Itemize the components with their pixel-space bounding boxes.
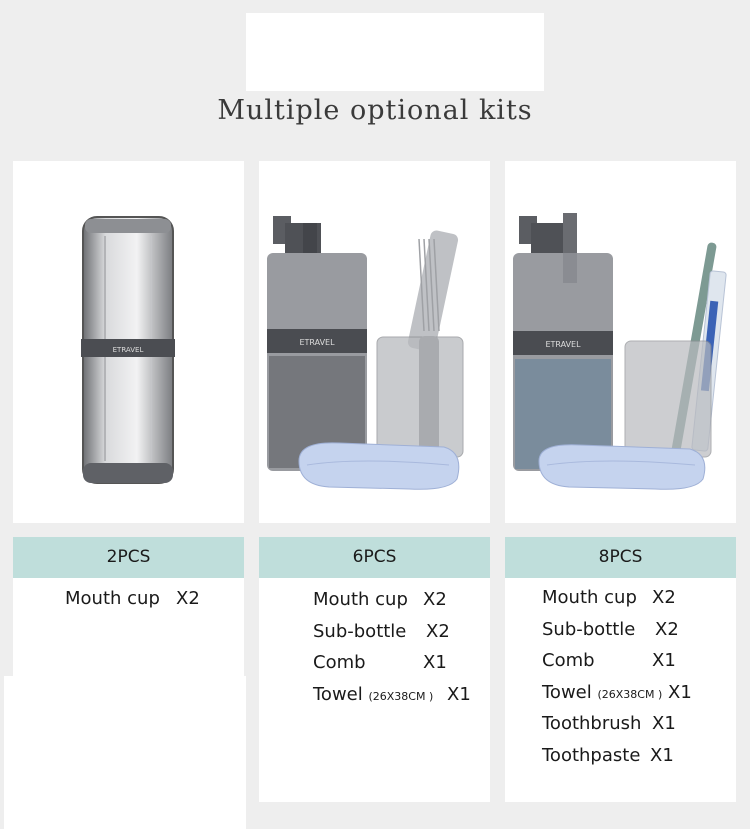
kit-8pcs-list [505,578,736,802]
item-qty: X1 [650,745,674,766]
item-name: Mouth cup [542,587,637,608]
item-qty: X1 [652,650,676,671]
brand-label: ETRAVEL [545,340,581,349]
item-name: Comb [542,650,595,671]
travel-kit-6-image [259,161,490,523]
list-item [542,713,676,734]
kit-8pcs-label: 8PCS [505,537,736,578]
brand-label: ETRAVEL [112,346,144,354]
kit-8pcs-photo [505,161,736,523]
item-name: Comb [313,652,366,673]
travel-kit-8-image [505,161,736,523]
travel-cup-image [13,161,244,523]
brand-label: ETRAVEL [299,338,335,347]
kit-6pcs-label: 6PCS [259,537,490,578]
item-name: Towel [542,682,592,703]
top-blank-panel [246,13,544,91]
item-name: Sub-bottle [542,619,636,640]
item-qty: X2 [426,621,450,642]
item-qty: X1 [668,682,692,703]
kit-2pcs-list [13,578,244,676]
list-item [313,684,471,705]
list-item [313,652,447,673]
item-name: Mouth cup [65,588,160,609]
item-qty: X2 [423,589,447,610]
list-item [542,587,676,608]
list-item [542,682,692,703]
item-name: Sub-bottle [313,621,407,642]
blank-panel [4,676,246,829]
kit-6pcs-list [259,578,490,802]
list-item [542,745,674,766]
item-note: (26X38CM ) [597,688,663,701]
list-item [542,650,676,671]
item-qty: X1 [423,652,447,673]
item-qty: X1 [652,713,676,734]
list-item [542,619,679,640]
item-name: Mouth cup [313,589,408,610]
kit-2pcs-label: 2PCS [13,537,244,578]
item-qty: X2 [176,588,200,609]
item-note: (26X38CM ) [368,690,434,703]
list-item [313,589,447,610]
list-item [313,621,450,642]
item-name: Towel [313,684,363,705]
kit-2pcs-photo [13,161,244,523]
item-qty: X2 [652,587,676,608]
page-title: Multiple optional kits [217,95,533,126]
item-qty: X1 [447,684,471,705]
list-item [65,588,200,609]
item-name: Toothpaste [542,745,641,766]
item-qty: X2 [655,619,679,640]
kit-6pcs-photo [259,161,490,523]
item-name: Toothbrush [542,713,642,734]
